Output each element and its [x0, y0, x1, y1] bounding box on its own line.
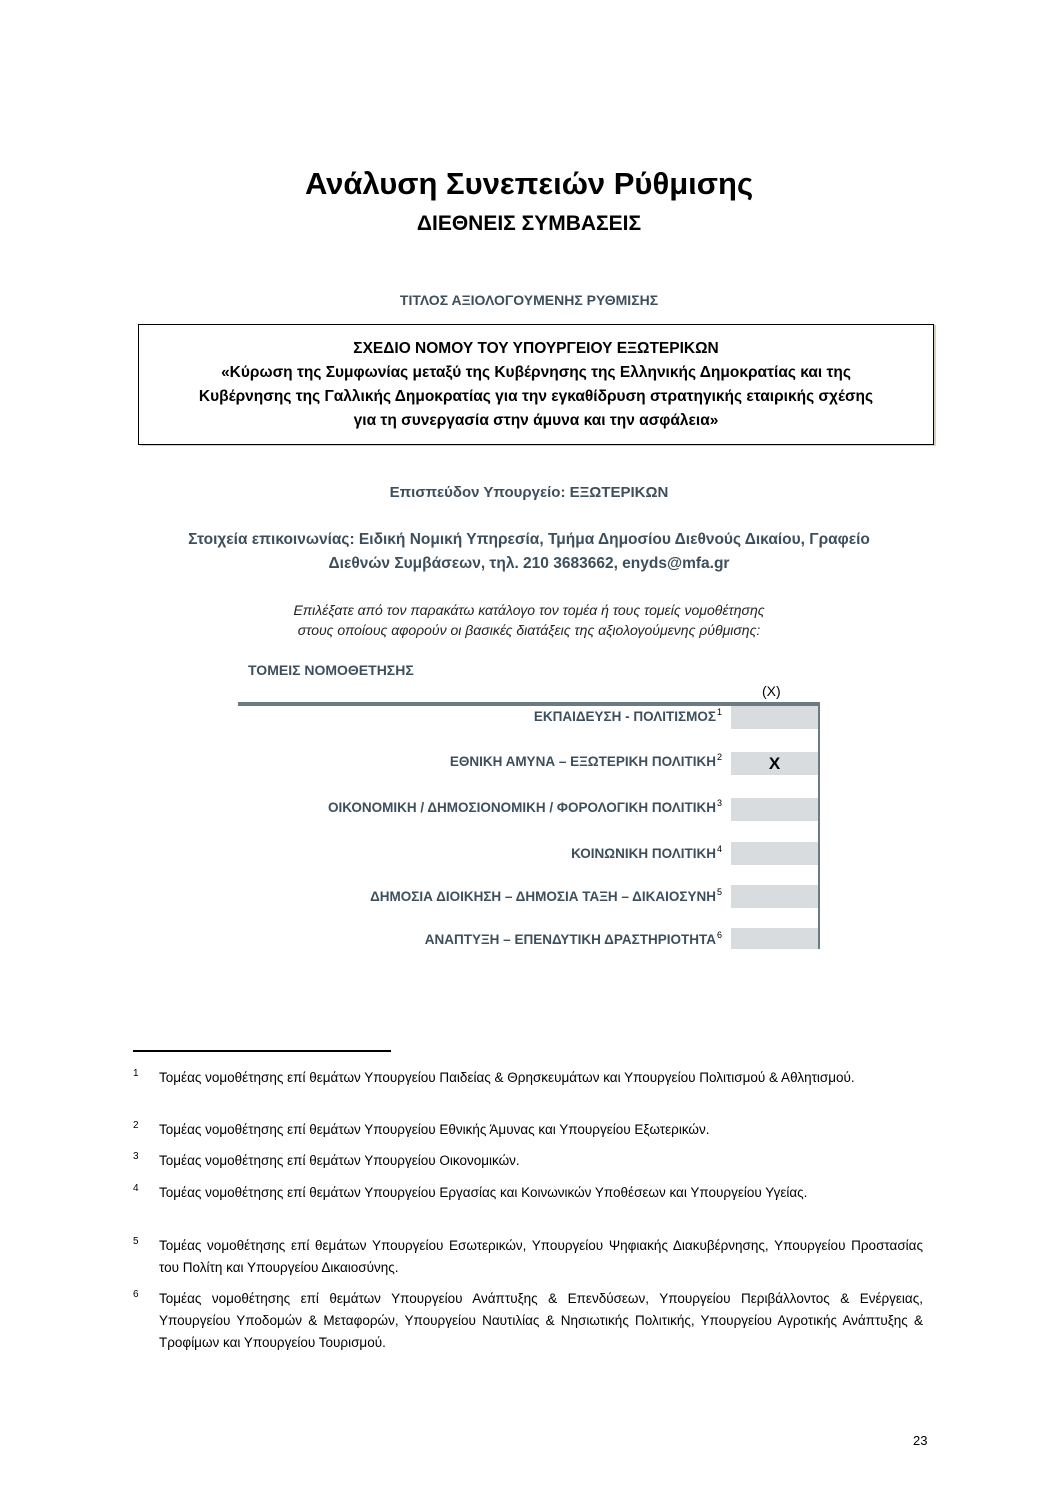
- page-subtitle: ΔΙΕΘΝΕΙΣ ΣΥΜΒΑΣΕΙΣ: [416, 212, 642, 235]
- sector-row-label: ΕΘΝΙΚΗ ΑΜΥΝΑ – ΕΞΩΤΕΡΙΚΗ ΠΟΛΙΤΙΚΗ$^2$: [449, 752, 722, 769]
- footnote: [133, 1150, 923, 1172]
- footnote-ref: 4: [716, 844, 722, 854]
- contact-line: Διεθνών Συμβάσεων, τηλ. 210 3683662, enyds@mfa.gr: [328, 555, 730, 572]
- contact-line: Στοιχεία επικοινωνίας: Ειδική Νομική Υπηρεσία, Τμήμα Δημοσίου Διεθνούς Δικαίου, Γραφείο: [188, 531, 870, 548]
- footnote-number: 2: [133, 1120, 139, 1131]
- footnote-number: 6: [133, 1289, 139, 1300]
- sector-row-label: ΔΗΜΟΣΙΑ ΔΙΟΙΚΗΣΗ – ΔΗΜΟΣΙΑ ΤΑΞΗ – ΔΙΚΑΙΟΣΥΝΗ$^5$: [370, 887, 722, 904]
- sector-mark-cell[interactable]: [731, 885, 818, 908]
- regulation-title-box: [138, 324, 934, 445]
- sector-row-label: ΑΝΑΠΤΥΞΗ – ΕΠΕΝΔΥΤΙΚΗ ΔΡΑΣΤΗΡΙΟΤΗΤΑ$^6$: [424, 930, 722, 947]
- sector-mark-cell[interactable]: [731, 706, 818, 729]
- regulation-title-line: «Κύρωση της Συμφωνίας μεταξύ της Κυβέρνησης της Ελληνικής Δημοκρατίας και της: [221, 364, 851, 381]
- table-right-rule: [818, 702, 820, 949]
- footnote-ref: 1: [716, 707, 722, 717]
- footnote-text: Τομέας νομοθέτησης επί θεμάτων Υπουργείου Ανάπτυξης & Επενδύσεων, Υπουργείου Περιβάλλοντος & Ενέργειας, Υπουργείου Υποδομών & Μεταφορών, Υπουργείου Ναυτιλίας & Νησιωτικής Πολιτικής, Υπουργείου Αγροτικής Ανάπτυξης & Τροφίμων και Υπουργείου Τουρισμού.: [159, 1291, 923, 1350]
- footnote: [133, 1182, 923, 1204]
- footnote-ref: 5: [716, 887, 722, 897]
- footnote-ref: 6: [716, 930, 722, 940]
- sector-mark-cell[interactable]: X: [731, 752, 818, 775]
- footnote-separator: [133, 1050, 391, 1052]
- sector-mark-cell[interactable]: [731, 842, 818, 865]
- instructions-line: στους οποίους αφορούν οι βασικές διατάξεις της αξιολογούμενης ρύθμισης:: [297, 622, 761, 638]
- page-number: 23: [913, 1433, 928, 1448]
- footnote-number: 3: [133, 1151, 139, 1162]
- footnote-number: 5: [133, 1236, 139, 1247]
- regulation-title-line: Κυβέρνησης της Γαλλικής Δημοκρατίας για την εγκαθίδρυση στρατηγικής εταιρικής σχέσης: [198, 388, 874, 405]
- responsible-ministry: Επισπεύδον Υπουργείο: ΕΞΩΤΕΡΙΚΩΝ: [389, 484, 669, 501]
- contact-details: [0, 528, 1058, 576]
- sector-row-label: ΚΟΙΝΩΝΙΚΗ ΠΟΛΙΤΙΚΗ$^4$: [571, 844, 722, 861]
- sectors-table: [238, 702, 820, 949]
- instructions-line: Επιλέξατε από τον παρακάτω κατάλογο τον τομέα ή τους τομείς νομοθέτησης: [293, 602, 765, 618]
- footnote: [133, 1119, 923, 1141]
- evaluated-regulation-label: ΤΙΤΛΟΣ ΑΞΙΟΛΟΓΟΥΜΕΝΗΣ ΡΥΘΜΙΣΗΣ: [399, 292, 659, 308]
- regulation-title-line: για τη συνεργασία στην άμυνα και την ασφάλεια»: [353, 412, 719, 429]
- regulation-title-line: ΣΧΕΔΙΟ ΝΟΜΟΥ ΤΟΥ ΥΠΟΥΡΓΕΙΟΥ ΕΞΩΤΕΡΙΚΩΝ: [353, 340, 719, 357]
- sector-row-label: ΕΚΠΑΙΔΕΥΣΗ - ΠΟΛΙΤΙΣΜΟΣ$^1$: [533, 707, 722, 724]
- sector-mark-cell[interactable]: [731, 798, 818, 821]
- footnote: [133, 1288, 923, 1354]
- footnote-ref: 3: [716, 798, 722, 808]
- footnote-text: Τομέας νομοθέτησης επί θεμάτων Υπουργείου Παιδείας & Θρησκευμάτων και Υπουργείου Πολιτισμού & Αθλητισμού.: [159, 1070, 855, 1085]
- footnote-ref: 2: [716, 752, 722, 762]
- footnote-number: 1: [133, 1068, 139, 1079]
- footnote-text: Τομέας νομοθέτησης επί θεμάτων Υπουργείου Οικονομικών.: [159, 1153, 520, 1168]
- footnote-number: 4: [133, 1183, 139, 1194]
- footnote-text: Τομέας νομοθέτησης επί θεμάτων Υπουργείου Εσωτερικών, Υπουργείου Ψηφιακής Διακυβέρνησης, Υπουργείου Προστασίας του Πολίτη και Υπουργείου Δικαιοσύνης.: [159, 1238, 923, 1275]
- sectors-heading: ΤΟΜΕΙΣ ΝΟΜΟΘΕΤΗΣΗΣ: [248, 662, 414, 678]
- footnote: [133, 1235, 923, 1279]
- mark-column-header: (X): [762, 683, 781, 699]
- footnote-text: Τομέας νομοθέτησης επί θεμάτων Υπουργείου Εθνικής Άμυνας και Υπουργείου Εξωτερικών.: [159, 1122, 710, 1137]
- sector-mark-cell[interactable]: [731, 928, 818, 949]
- instructions: [0, 600, 1058, 640]
- footnote: [133, 1067, 923, 1089]
- page-title: Ανάλυση Συνεπειών Ρύθμισης: [304, 166, 754, 201]
- sector-row-label: ΟΙΚΟΝΟΜΙΚΗ / ΔΗΜΟΣΙΟΝΟΜΙΚΗ / ΦΟΡΟΛΟΓΙΚΗ ΠΟΛΙΤΙΚΗ$^3$: [327, 798, 722, 815]
- footnote-text: Τομέας νομοθέτησης επί θεμάτων Υπουργείου Εργασίας και Κοινωνικών Υποθέσεων και Υπουργείου Υγείας.: [159, 1185, 808, 1200]
